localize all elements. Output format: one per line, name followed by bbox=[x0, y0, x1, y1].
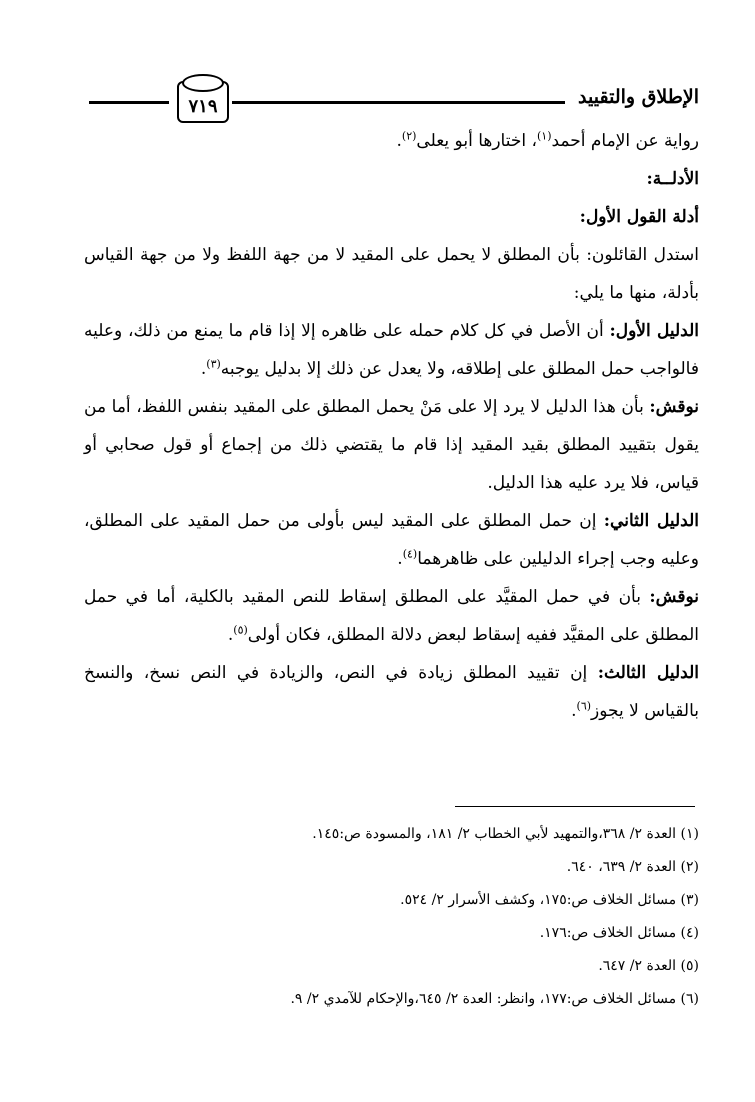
proof-1-label: الدليل الأول: bbox=[609, 321, 700, 341]
text-run: رواية عن الإمام أحمد bbox=[551, 131, 699, 151]
text-run: ، اختارها أبو يعلى bbox=[416, 131, 537, 151]
objection-2-label: نوقش: bbox=[649, 587, 699, 607]
intro-paragraph: استدل القائلون: بأن المطلق لا يحمل على المقيد لا من جهة اللفظ ولا من جهة القياس بأدلة، منها ما يلي: bbox=[84, 245, 699, 303]
header-rule-right bbox=[232, 101, 565, 104]
main-text bbox=[84, 122, 699, 730]
footnote: (١) العدة ٢/ ٣٦٨،والتمهيد لأبي الخطاب ٢/ ١٨١، والمسودة ص:١٤٥. bbox=[312, 826, 699, 842]
text-run: إن تقييد المطلق زيادة في النص، والزيادة في النص نسخ، والنسخ بالقياس لا يجوز bbox=[84, 663, 699, 721]
footnote-ref: (٥) bbox=[233, 623, 248, 637]
footnote: (٤) مسائل الخلاف ص:١٧٦. bbox=[539, 925, 699, 941]
footnote: (٥) العدة ٢/ ٦٤٧. bbox=[598, 958, 699, 974]
proof-2-label: الدليل الثاني: bbox=[603, 511, 699, 531]
text-run: . bbox=[396, 131, 402, 151]
proof-3-label: الدليل الثالث: bbox=[597, 663, 699, 683]
text-run: أن الأصل في كل كلام حمله على ظاهره إلا إذا قام ما يمنع من ذلك، وعليه فالواجب حمل المطلق على إطلاقه، ولا يعدل عن ذلك إلا بدليل يوجبه bbox=[84, 321, 699, 379]
first-view-heading: أدلة القول الأول: bbox=[579, 207, 699, 227]
footnote-separator bbox=[455, 806, 695, 807]
paragraph-continuation bbox=[84, 122, 699, 160]
page-number-scroll bbox=[177, 81, 229, 123]
footnote-ref: (٤) bbox=[402, 547, 418, 561]
footnotes bbox=[84, 818, 699, 1016]
footnote-ref: (١) bbox=[536, 129, 552, 143]
text-run: إن حمل المطلق على المقيد ليس بأولى من حمل المقيد على المطلق، وعليه وجب إجراء الدليلين على ظاهرهما bbox=[84, 511, 699, 569]
proof-2-paragraph bbox=[84, 502, 699, 578]
footnote: (٣) مسائل الخلاف ص:١٧٥، وكشف الأسرار ٢/ ٥٢٤. bbox=[400, 892, 699, 908]
objection-1-paragraph bbox=[84, 388, 699, 502]
footnote-ref: (٣) bbox=[206, 357, 221, 371]
text-run: . bbox=[200, 359, 207, 379]
footnote: (٢) العدة ٢/ ٦٣٩، ٦٤٠. bbox=[566, 859, 699, 875]
text-run: . bbox=[571, 701, 577, 721]
proof-3-paragraph bbox=[84, 654, 699, 730]
objection-1-label: نوقش: bbox=[649, 397, 699, 417]
header-rule-left bbox=[89, 101, 169, 104]
running-title: الإطلاق والتقييد bbox=[578, 86, 699, 108]
page-number: ٧١٩ bbox=[188, 95, 218, 117]
text-run: . bbox=[227, 625, 234, 645]
proof-1-paragraph bbox=[84, 312, 699, 388]
footnote: (٦) مسائل الخلاف ص:١٧٧، وانظر: العدة ٢/ ٦٤٥،والإحكام للآمدي ٢/ ٩. bbox=[290, 991, 699, 1007]
text-run: . bbox=[397, 549, 403, 569]
text-run: بأن هذا الدليل لا يرد إلا على مَنْ يحمل المطلق على المقيد بنفس اللفظ، أما من يقول بتقييد المطلق بقيد المقيد إذا قام ما يقتضي ذلك من إجماع أو قول صحابي أو قياس، فلا يرد عليه هذا الدليل. bbox=[84, 397, 699, 493]
evidence-heading: الأدلــة: bbox=[646, 169, 699, 189]
footnote-ref: (٦) bbox=[576, 699, 592, 713]
objection-2-paragraph bbox=[84, 578, 699, 654]
text-run: بأن في حمل المقيَّد على المطلق إسقاط للنص المقيد بالكلية، أما في حمل المطلق على المقيَّد ففيه إسقاط لبعض دلالة المطلق، فكان أولى bbox=[84, 587, 699, 645]
footnote-ref: (٢) bbox=[401, 129, 417, 143]
